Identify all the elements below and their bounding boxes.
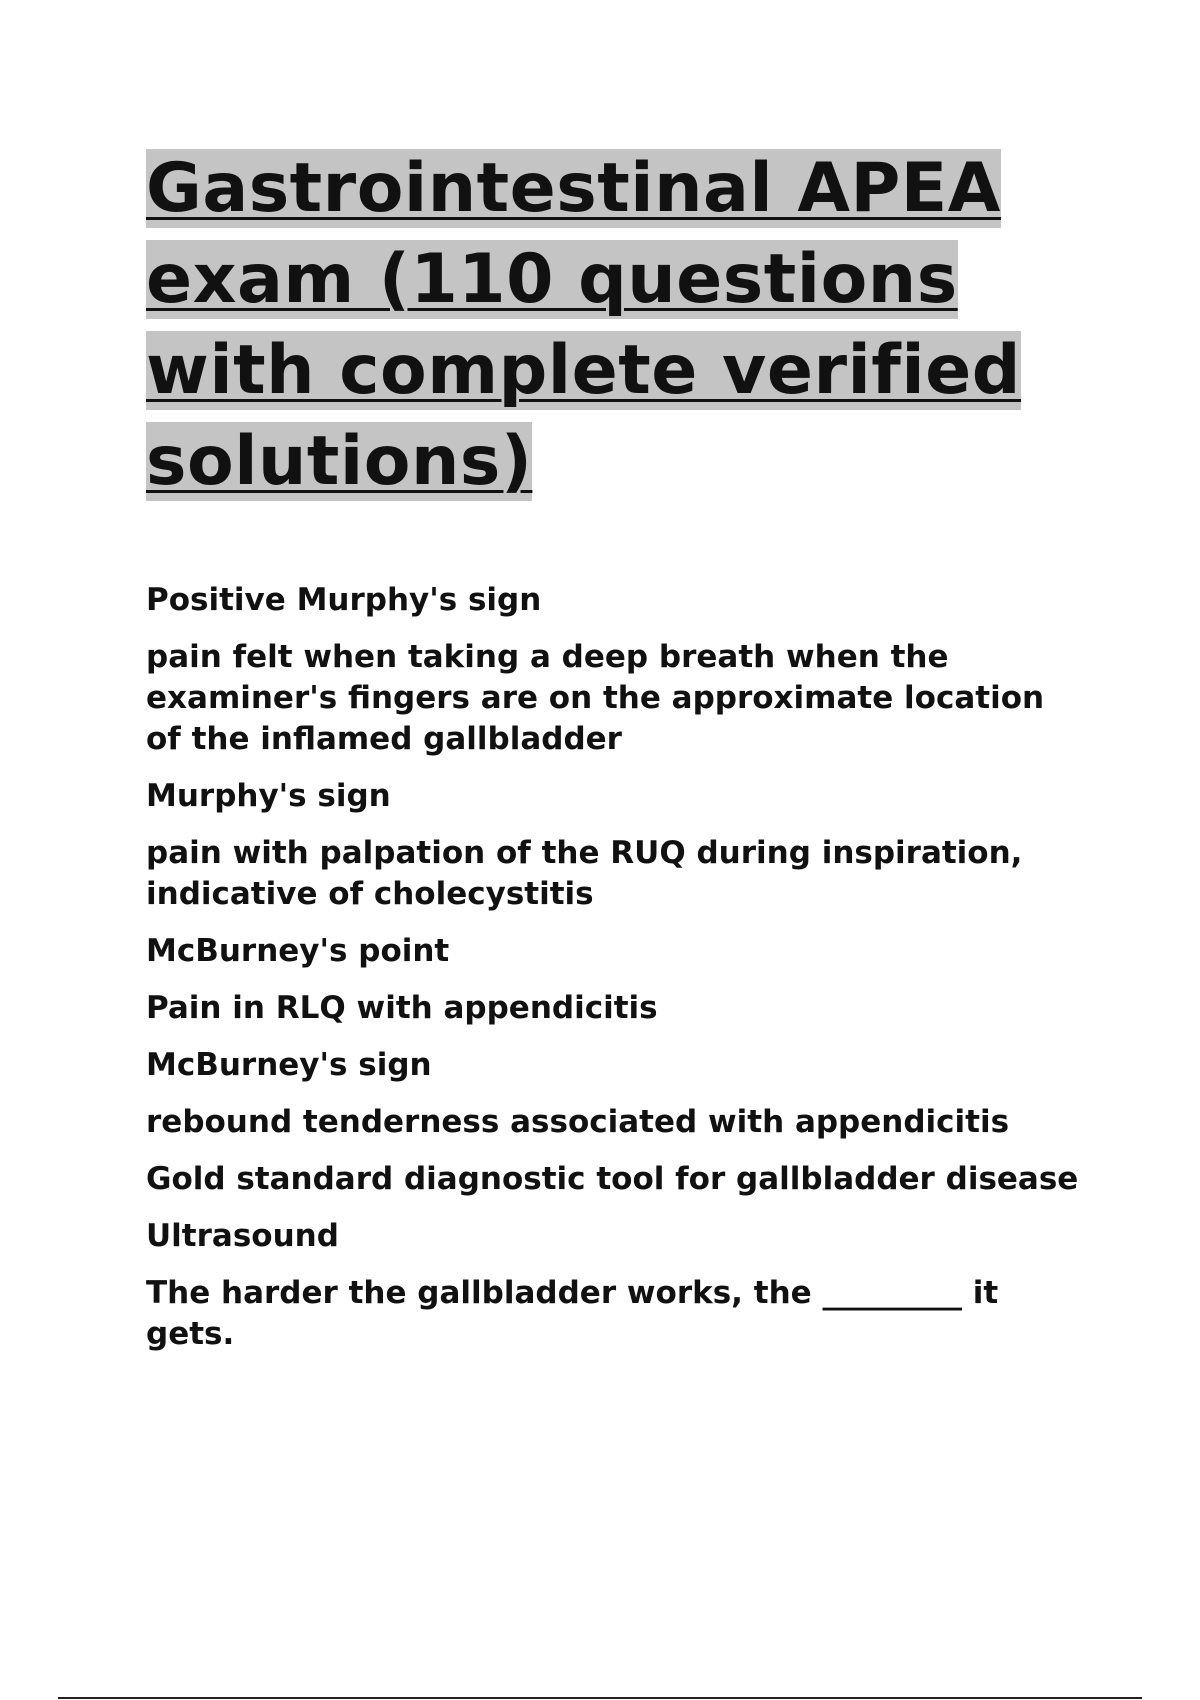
qa-list [146,580,1086,1371]
question-text: Gold standard diagnostic tool for gallbladder disease [146,1161,1079,1197]
question-text: McBurney's point [146,933,450,969]
document-title [146,143,1086,507]
question-text: McBurney's sign [146,1047,432,1083]
answer-text: pain with palpation of the RUQ during inspiration, indicative of cholecystitis [146,835,1023,912]
question-text: Positive Murphy's sign [146,582,542,618]
answer-text: Pain in RLQ with appendicitis [146,990,658,1026]
answer-text: rebound tenderness associated with appendicitis [146,1104,1010,1140]
answer-text: pain felt when taking a deep breath when the examiner's fingers are on the approximate location of the inflamed gallbladder [146,639,1045,757]
question-text: Murphy's sign [146,778,391,814]
footer-divider [58,1697,1142,1699]
question-text: The harder the gallbladder works, the _________ it gets. [146,1275,999,1352]
document-title-text: Gastrointestinal APEA exam (110 questions with complete verified solutions) [146,149,1021,501]
answer-text: Ultrasound [146,1218,339,1254]
